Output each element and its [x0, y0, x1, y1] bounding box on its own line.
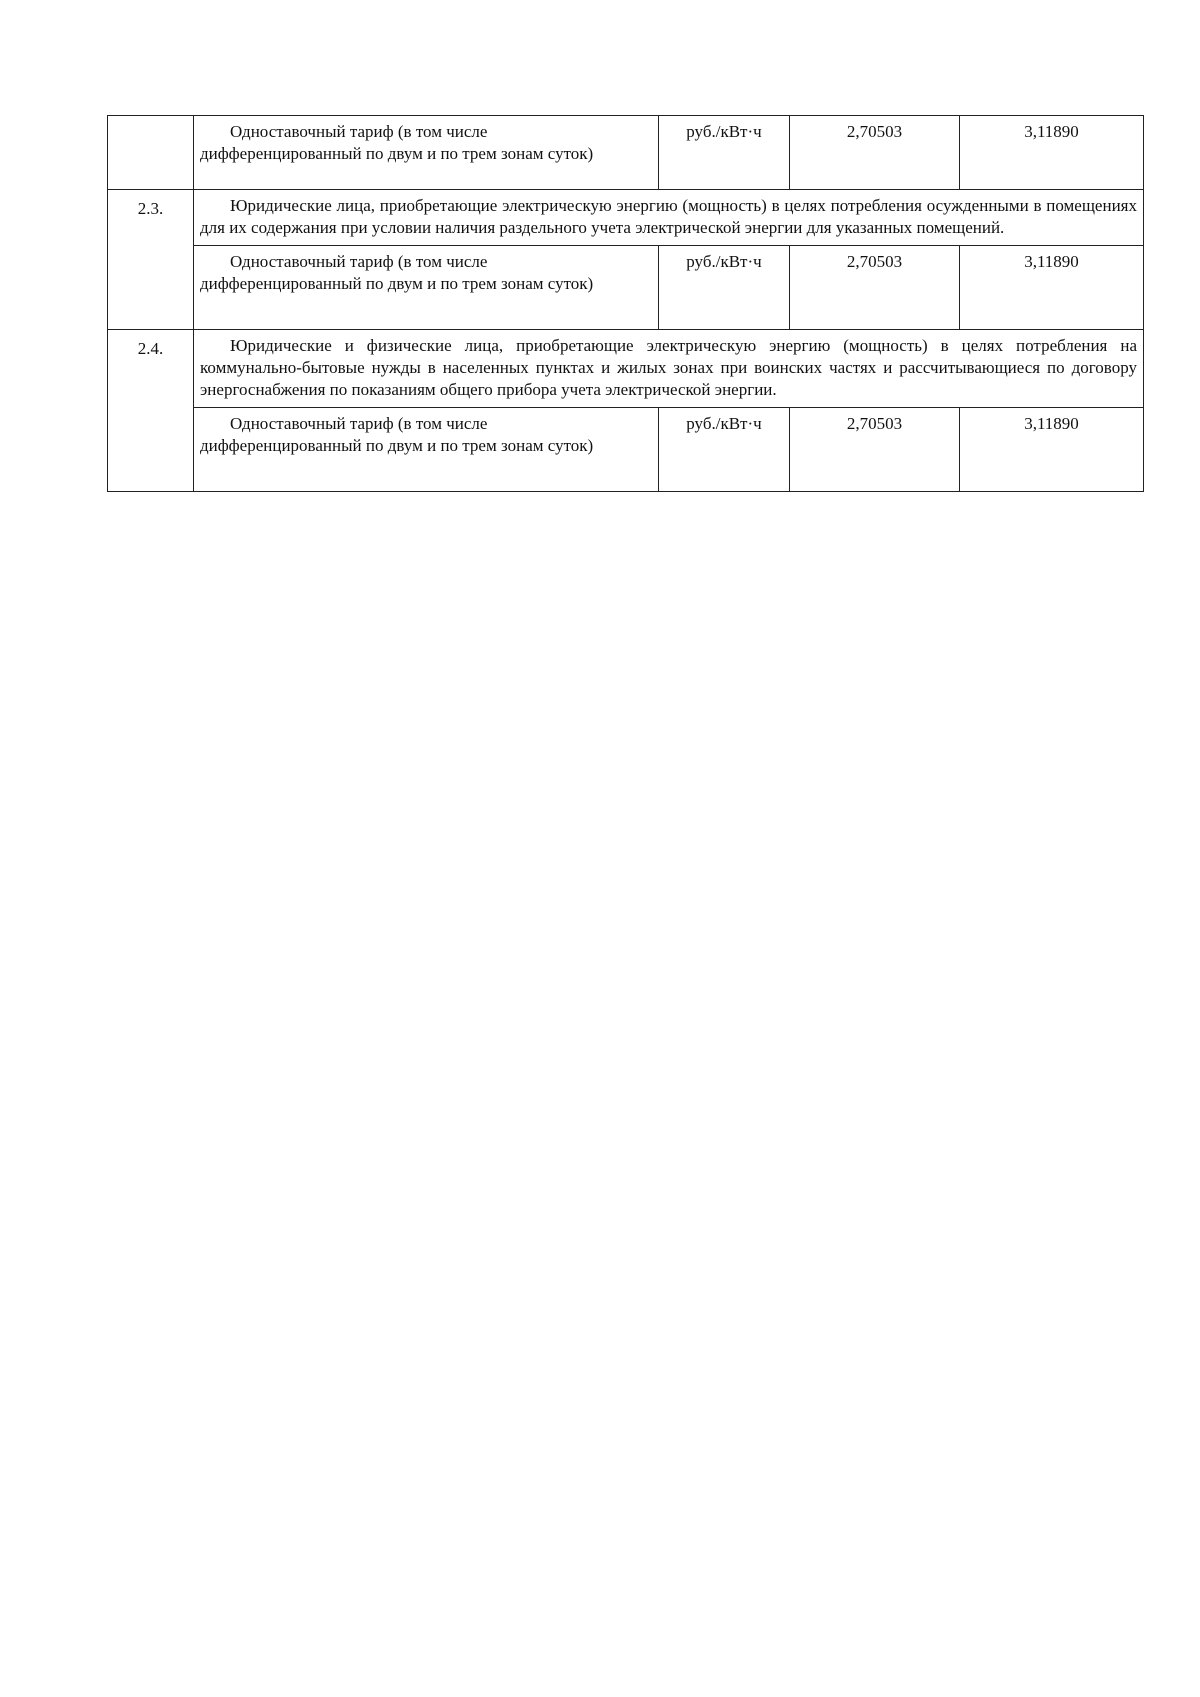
unit-cell: руб./кВт·ч — [659, 116, 790, 190]
value-2-cell: 3,11890 — [960, 246, 1144, 330]
paragraph: Юридические лица, приобретающие электрическую энергию (мощность) в целях потребления осужденными в помещениях для их содержания при условии наличия раздельного учета электрической энергии для указанных помещений. — [200, 196, 1137, 237]
tariff-row — [108, 246, 1144, 330]
value-1-cell: 2,70503 — [790, 116, 960, 190]
row-number-cell: 2.4. — [108, 330, 194, 492]
tariff-label: Одноставочный тариф (в том числе дифференцированный по двум и по трем зонам суток) — [194, 408, 659, 492]
value-2-cell: 3,11890 — [960, 116, 1144, 190]
row-number-cell: 2.3. — [108, 190, 194, 330]
category-row — [108, 190, 1144, 246]
tariff-row — [108, 408, 1144, 492]
value-1-cell: 2,70503 — [790, 408, 960, 492]
tariff-label: Одноставочный тариф (в том числе дифференцированный по двум и по трем зонам суток) — [194, 116, 659, 190]
value-2-cell: 3,11890 — [960, 408, 1144, 492]
category-description — [194, 190, 1144, 246]
tariff-table — [107, 115, 1144, 492]
tariff-row — [108, 116, 1144, 190]
category-description — [194, 330, 1144, 408]
value-1-cell: 2,70503 — [790, 246, 960, 330]
row-number-cell — [108, 116, 194, 190]
unit-cell: руб./кВт·ч — [659, 408, 790, 492]
category-row — [108, 330, 1144, 408]
paragraph: Юридические и физические лица, приобретающие электрическую энергию (мощность) в целях потребления на коммунально-бытовые нужды в населенных пунктах и жилых зонах при воинских частях и рассчитывающиеся по договору энергоснабжения по показаниям общего прибора учета электрической энергии. — [200, 336, 1137, 399]
unit-cell: руб./кВт·ч — [659, 246, 790, 330]
tariff-label: Одноставочный тариф (в том числе дифференцированный по двум и по трем зонам суток) — [194, 246, 659, 330]
